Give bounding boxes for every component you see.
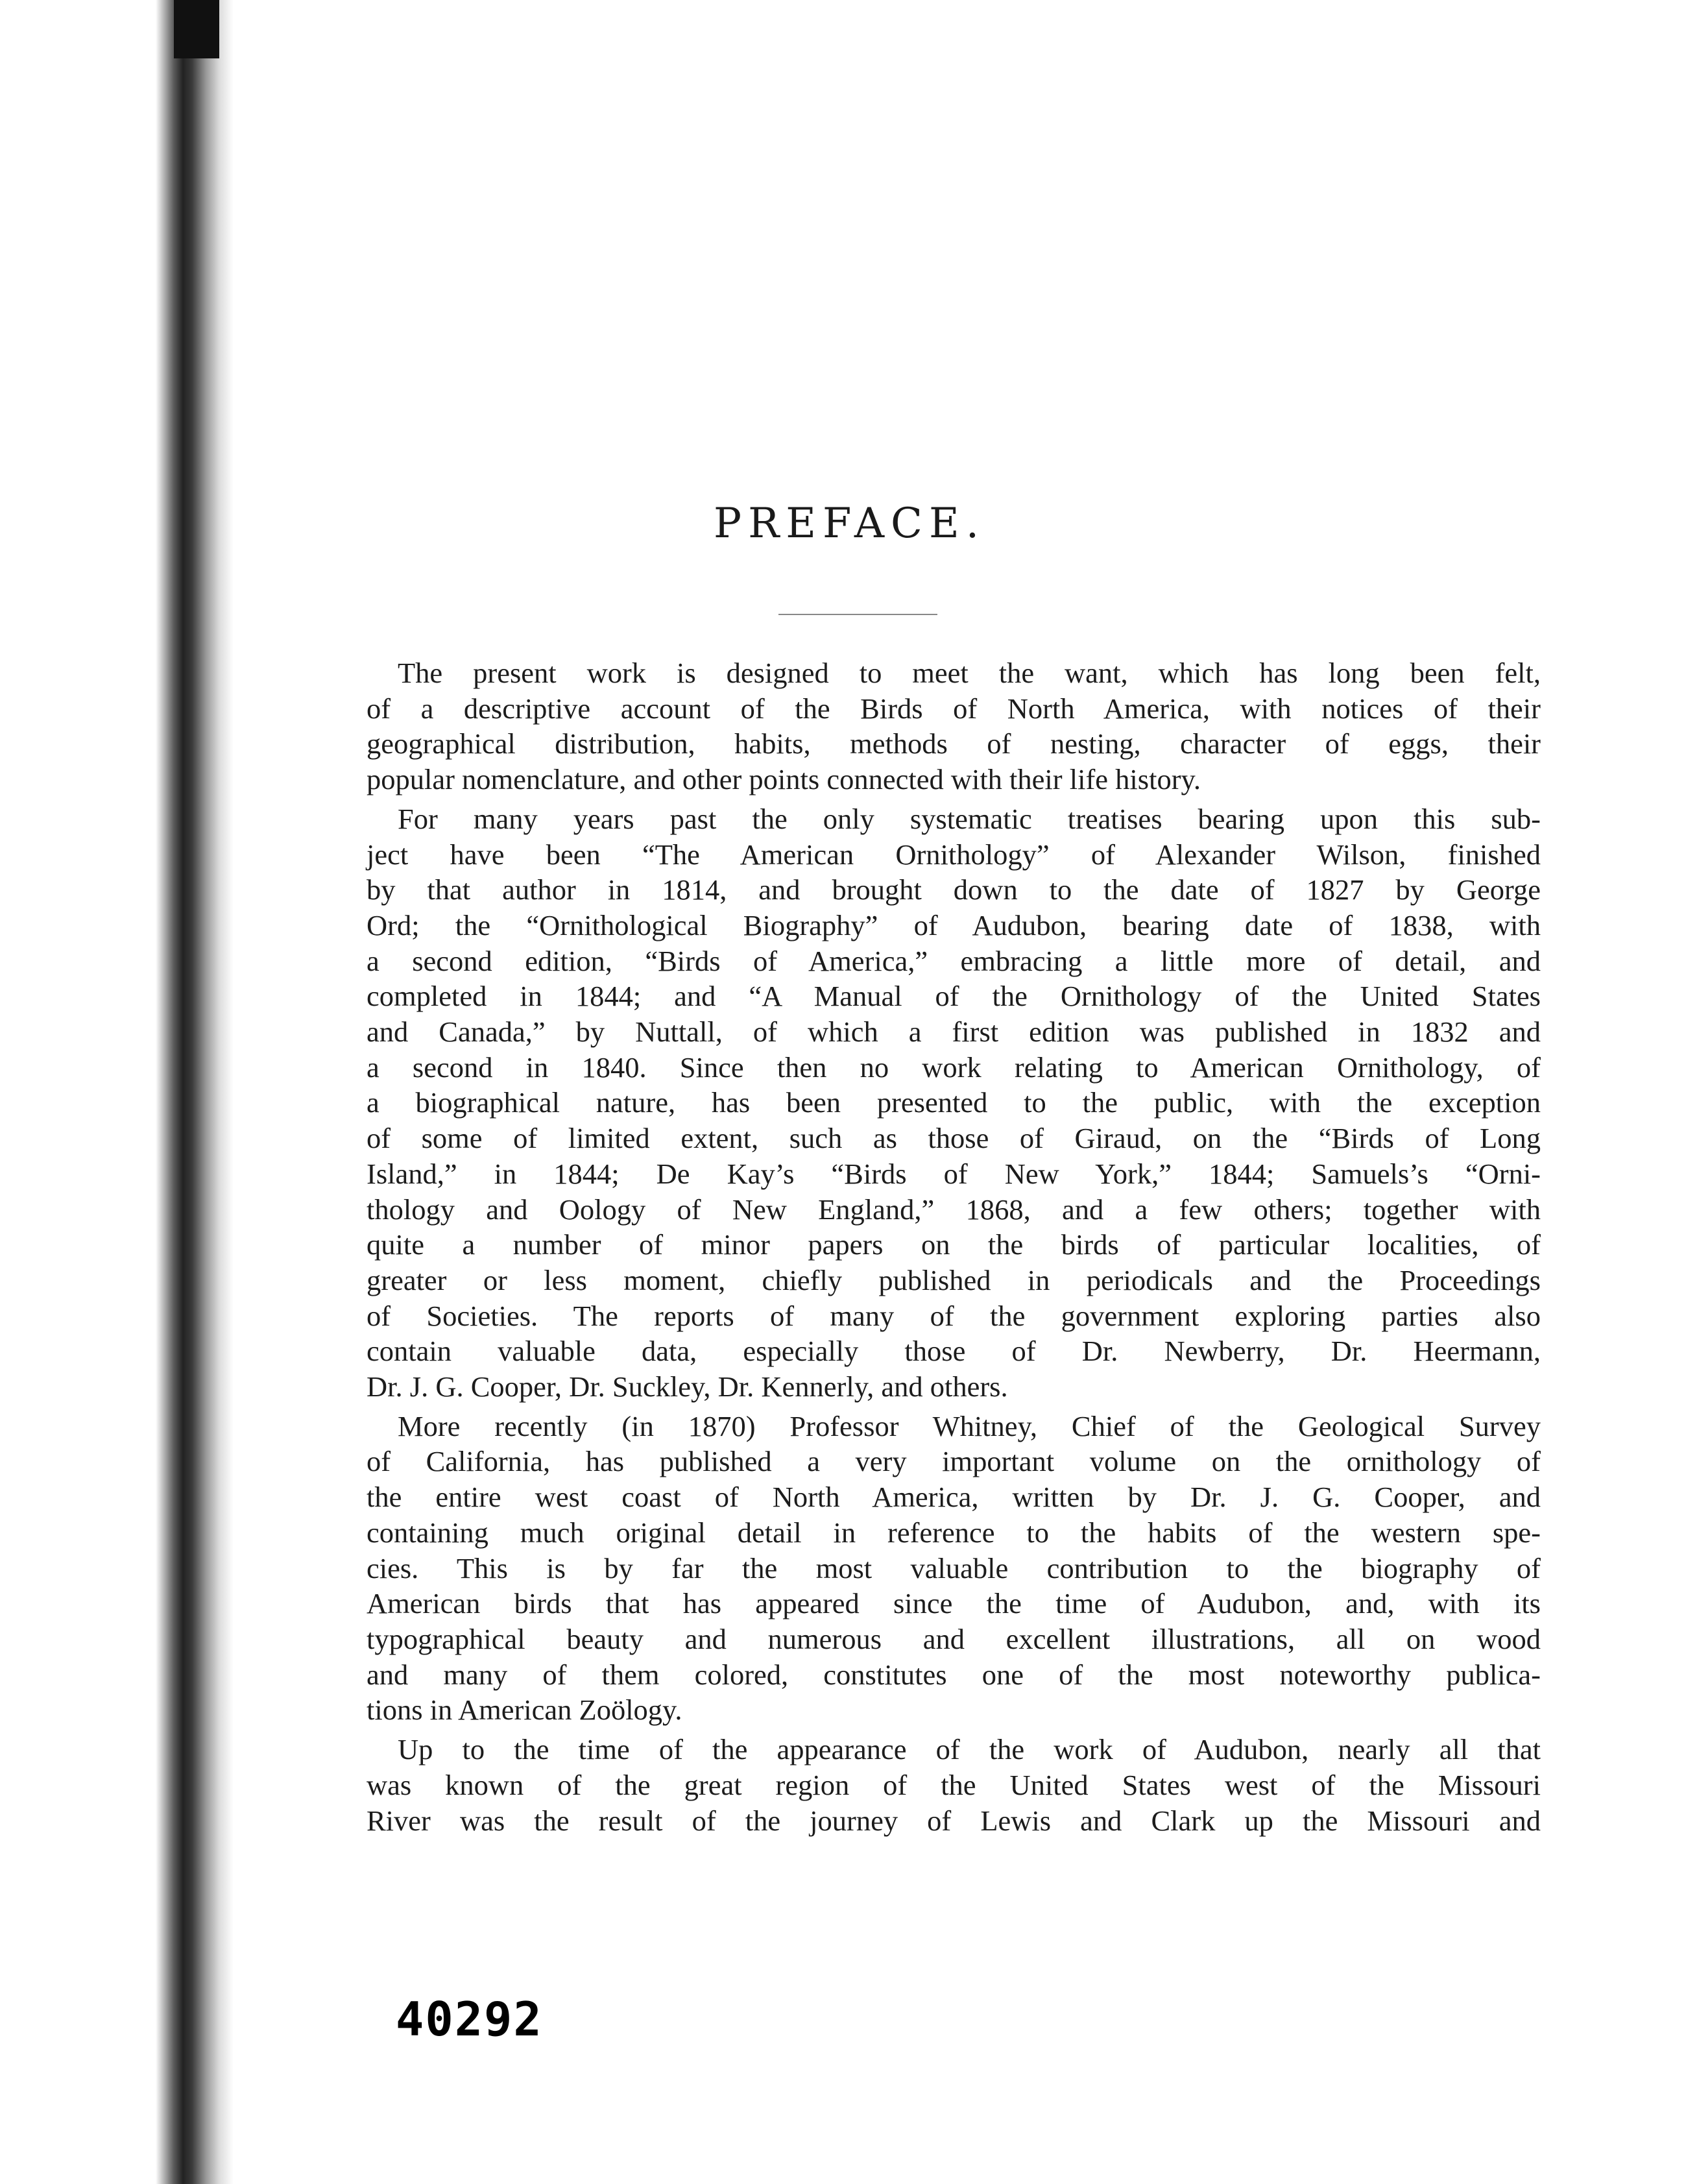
paragraph-2 <box>367 801 1541 1405</box>
page-title: PREFACE. <box>714 500 986 548</box>
document-page <box>234 0 1686 2184</box>
paragraph-3 <box>367 1409 1541 1728</box>
text-line: typographical beauty and numerous and excellent illustrations, all on wood <box>367 1622 1541 1655</box>
paragraph-1 <box>367 655 1541 797</box>
text-line: ject have been “The American Ornithology” of Alexander Wilson, finished <box>367 838 1541 871</box>
text-line: contain valuable data, especially those of Dr. Newberry, Dr. Heermann, <box>367 1335 1541 1368</box>
accession-number-stamp: 40292 <box>396 1992 543 2046</box>
text-line: Dr. J. G. Cooper, Dr. Suckley, Dr. Kennerly, and others. <box>367 1370 1008 1403</box>
text-line: More recently (in 1870) Professor Whitney, Chief of the Geological Survey <box>398 1409 1541 1442</box>
text-line: Ord; the “Ornithological Biography” of Audubon, bearing date of 1838, with <box>367 908 1541 941</box>
text-line: by that author in 1814, and brought down to the date of 1827 by George <box>367 873 1541 906</box>
text-line: a second edition, “Birds of America,” embracing a little more of detail, and <box>367 944 1541 977</box>
text-line: greater or less moment, chiefly published in periodicals and the Proceedings <box>367 1263 1541 1296</box>
text-line: For many years past the only systematic treatises bearing upon this sub- <box>398 802 1541 835</box>
text-line: The present work is designed to meet the want, which has long been felt, <box>398 657 1541 689</box>
text-line: and many of them colored, constitutes one of the most noteworthy publica- <box>367 1658 1541 1691</box>
text-line: quite a number of minor papers on the birds of particular localities, of <box>367 1228 1541 1261</box>
text-line: American birds that has appeared since the time of Audubon, and, with its <box>367 1587 1541 1620</box>
text-line: of Societies. The reports of many of the government exploring parties also <box>367 1299 1541 1332</box>
scan-binding-edge <box>0 0 234 2184</box>
text-line: popular nomenclature, and other points connected with their life history. <box>367 763 1201 796</box>
text-line: cies. This is by far the most valuable contribution to the biography of <box>367 1551 1541 1584</box>
text-line: of some of limited extent, such as those of Giraud, on the “Birds of Long <box>367 1122 1541 1155</box>
text-line: and Canada,” by Nuttall, of which a first edition was published in 1832 and <box>367 1015 1541 1049</box>
title-divider <box>778 614 937 615</box>
text-line: geographical distribution, habits, methods of nesting, character of eggs, their <box>367 727 1541 760</box>
text-line: completed in 1844; and “A Manual of the Ornithology of the United States <box>367 980 1541 1013</box>
text-line: Island,” in 1844; De Kay’s “Birds of New York,” 1844; Samuels’s “Orni- <box>367 1157 1541 1190</box>
preface-body <box>367 655 1541 1842</box>
text-line: a second in 1840. Since then no work relating to American Ornithology, of <box>367 1050 1541 1084</box>
text-line: of California, has published a very important volume on the ornithology of <box>367 1445 1541 1478</box>
paragraph-4 <box>367 1732 1541 1838</box>
text-line: containing much original detail in reference to the habits of the western spe- <box>367 1516 1541 1549</box>
text-line: thology and Oology of New England,” 1868, and a few others; together with <box>367 1193 1541 1226</box>
text-line: was known of the great region of the United States west of the Missouri <box>367 1768 1541 1801</box>
text-line: tions in American Zoölogy. <box>367 1693 682 1727</box>
text-line: Up to the time of the appearance of the work of Audubon, nearly all that <box>398 1733 1541 1766</box>
text-line: a biographical nature, has been presented to the public, with the exception <box>367 1086 1541 1119</box>
text-line: the entire west coast of North America, written by Dr. J. G. Cooper, and <box>367 1481 1541 1514</box>
scan-binding-shadow <box>174 0 219 58</box>
text-line: of a descriptive account of the Birds of North America, with notices of their <box>367 692 1541 725</box>
text-line: River was the result of the journey of Lewis and Clark up the Missouri and <box>367 1804 1541 1837</box>
